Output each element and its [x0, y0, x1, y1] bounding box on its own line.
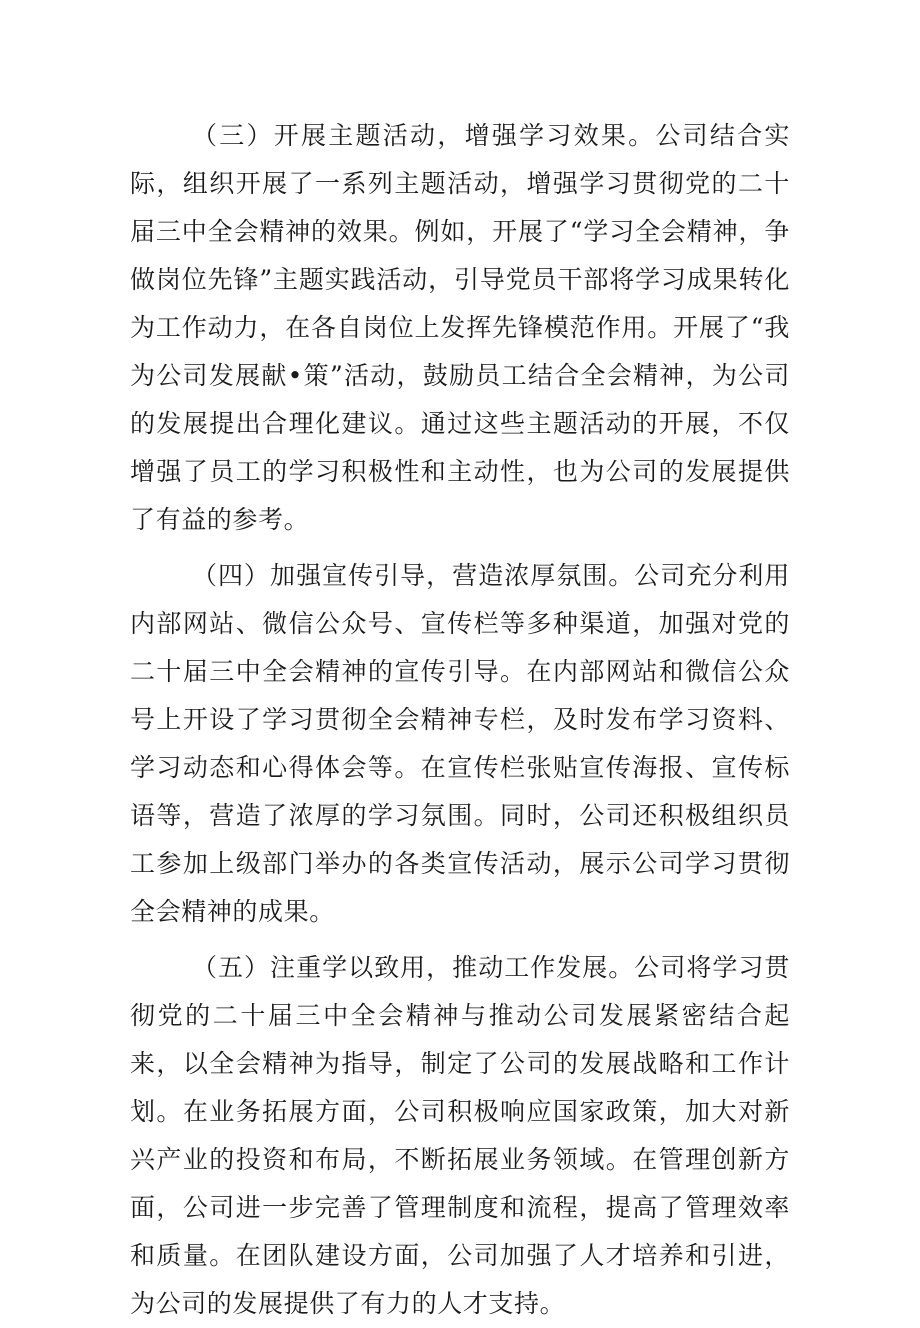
paragraph-activities: （三）开展主题活动，增强学习效果。公司结合实际，组织开展了一系列主题活动，增强学习贯彻党的二十届三中全会精神的效果。例如，开展了“学习全会精神，争做岗位先锋”主题实践活动，引导党员干部将学习成果转化为工作动力，在各自岗位上发挥先锋模范作用。开展了“我为公司发展献•策”活动，鼓励员工结合全会精神，为公司的发展提出合理化建议。通过这些主题活动的开展，不仅增强了员工的学习积极性和主动性，也为公司的发展提供了有益的参考。	[130, 121, 790, 534]
paragraph-publicity: （四）加强宣传引导，营造浓厚氛围。公司充分利用内部网站、微信公众号、宣传栏等多种渠道，加强对党的二十届三中全会精神的宣传引导。在内部网站和微信公众号上开设了学习贯彻全会精神专栏，及时发布学习资料、学习动态和心得体会等。在宣传栏张贴宣传海报、宣传标语等，营造了浓厚的学习氛围。同时，公司还积极组织员工参加上级部门举办的各类宣传活动，展示公司学习贯彻全会精神的成果。	[130, 561, 790, 926]
document-body	[130, 112, 790, 1328]
paragraph-application: （五）注重学以致用，推动工作发展。公司将学习贯彻党的二十届三中全会精神与推动公司发展紧密结合起来，以全会精神为指导，制定了公司的发展战略和工作计划。在业务拓展方面，公司积极响应国家政策，加大对新兴产业的投资和布局，不断拓展业务领域。在管理创新方面，公司进一步完善了管理制度和流程，提高了管理效率和质量。在团队建设方面，公司加强了人才培养和引进，为公司的发展提供了有力的人才支持。	[130, 953, 790, 1318]
